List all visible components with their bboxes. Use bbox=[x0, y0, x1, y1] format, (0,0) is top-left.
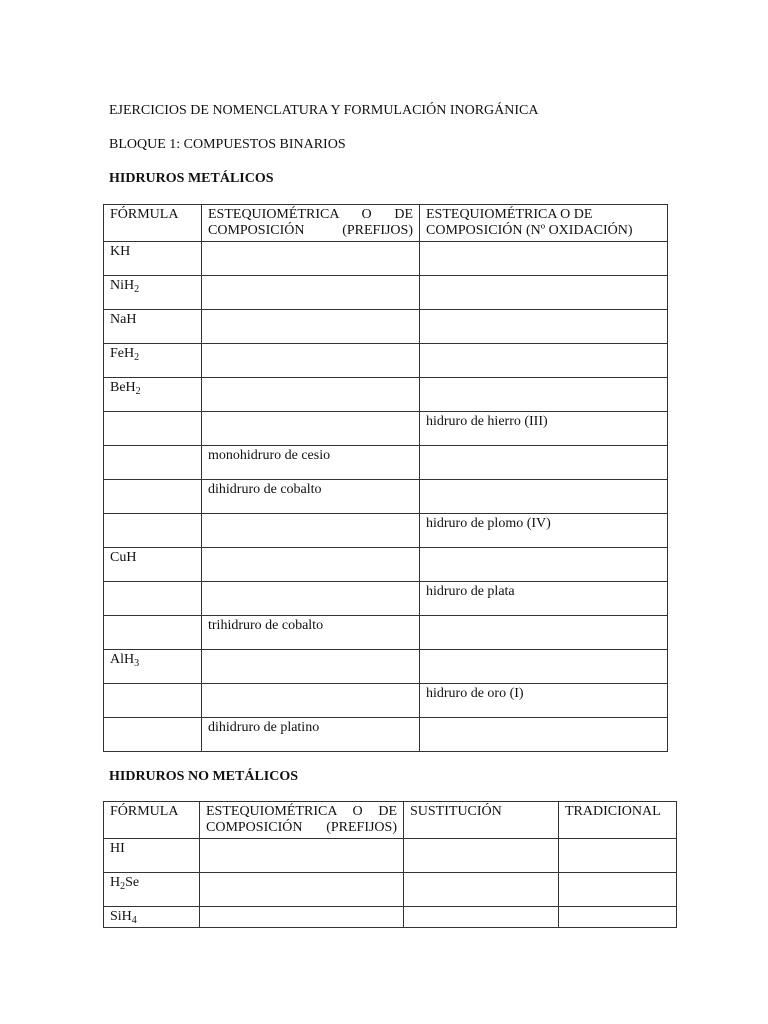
oxidacion-cell bbox=[420, 378, 668, 412]
formula-text: NaH bbox=[110, 312, 137, 327]
table-row bbox=[104, 378, 668, 412]
column-header-tradicional: TRADICIONAL bbox=[559, 802, 677, 839]
oxidacion-cell bbox=[420, 446, 668, 480]
formula-text: KH bbox=[110, 244, 131, 259]
document-title: EJERCICIOS DE NOMENCLATURA Y FORMULACIÓN INORGÁNICA bbox=[109, 103, 539, 118]
table-row bbox=[104, 480, 668, 514]
table-row bbox=[104, 310, 668, 344]
formula-cell bbox=[104, 310, 202, 344]
formula-text: FeH bbox=[110, 346, 135, 361]
prefijos-cell bbox=[202, 276, 420, 310]
block-subtitle: BLOQUE 1: COMPUESTOS BINARIOS bbox=[109, 137, 346, 152]
sustitucion-cell bbox=[404, 873, 559, 907]
formula-cell bbox=[104, 548, 202, 582]
prefijos-cell bbox=[202, 310, 420, 344]
formula-cell bbox=[104, 378, 202, 412]
formula-cell bbox=[104, 718, 202, 752]
formula-cell bbox=[104, 480, 202, 514]
formula-subscript: 2 bbox=[134, 284, 140, 295]
table-header-row bbox=[104, 205, 668, 242]
formula-cell bbox=[104, 873, 200, 907]
formula-cell bbox=[104, 907, 200, 928]
prefijos-cell bbox=[202, 582, 420, 616]
formula-text: NiH bbox=[110, 278, 135, 293]
column-header-prefijos: ESTEQUIOMÉTRICA O DE COMPOSICIÓN (PREFIJOS) bbox=[200, 802, 404, 839]
oxidacion-cell bbox=[420, 344, 668, 378]
oxidacion-cell: hidruro de oro (I) bbox=[420, 684, 668, 718]
column-header-sustitucion: SUSTITUCIÓN bbox=[404, 802, 559, 839]
tradicional-cell bbox=[559, 907, 677, 928]
oxidacion-cell bbox=[420, 548, 668, 582]
table-row bbox=[104, 582, 668, 616]
formula-cell bbox=[104, 446, 202, 480]
section-heading-hidruros-metalicos: HIDRUROS METÁLICOS bbox=[109, 171, 274, 186]
tradicional-cell bbox=[559, 873, 677, 907]
table-row bbox=[104, 873, 677, 907]
formula-cell bbox=[104, 650, 202, 684]
table-row bbox=[104, 514, 668, 548]
oxidacion-cell bbox=[420, 480, 668, 514]
formula-text: BeH bbox=[110, 380, 136, 395]
formula-cell bbox=[104, 616, 202, 650]
formula-cell bbox=[104, 344, 202, 378]
column-header-formula: FÓRMULA bbox=[104, 205, 202, 242]
formula-cell bbox=[104, 412, 202, 446]
tradicional-cell bbox=[559, 839, 677, 873]
table-row bbox=[104, 684, 668, 718]
table-row bbox=[104, 616, 668, 650]
section-heading-hidruros-no-metalicos: HIDRUROS NO METÁLICOS bbox=[109, 769, 299, 784]
formula-subscript: 3 bbox=[134, 658, 140, 669]
prefijos-cell bbox=[202, 242, 420, 276]
table-row bbox=[104, 242, 668, 276]
prefijos-cell: dihidruro de cobalto bbox=[202, 480, 420, 514]
prefijos-cell bbox=[200, 907, 404, 928]
table-row bbox=[104, 446, 668, 480]
formula-text: AlH bbox=[110, 652, 135, 667]
formula-cell bbox=[104, 242, 202, 276]
prefijos-cell bbox=[202, 412, 420, 446]
table-row bbox=[104, 907, 677, 928]
hidruros-metalicos-table bbox=[103, 204, 668, 752]
prefijos-cell bbox=[200, 873, 404, 907]
formula-text: H bbox=[110, 875, 121, 890]
prefijos-cell: dihidruro de platino bbox=[202, 718, 420, 752]
formula-cell bbox=[104, 582, 202, 616]
table-row bbox=[104, 650, 668, 684]
oxidacion-cell bbox=[420, 616, 668, 650]
table-row bbox=[104, 412, 668, 446]
oxidacion-cell bbox=[420, 718, 668, 752]
formula-text: SiH bbox=[110, 909, 132, 924]
prefijos-cell bbox=[202, 548, 420, 582]
oxidacion-cell bbox=[420, 310, 668, 344]
formula-cell bbox=[104, 684, 202, 718]
oxidacion-cell bbox=[420, 650, 668, 684]
column-header-prefijos: ESTEQUIOMÉTRICA O DE COMPOSICIÓN (PREFIJOS) bbox=[202, 205, 420, 242]
formula-subscript: 2 bbox=[134, 352, 140, 363]
table-row bbox=[104, 344, 668, 378]
table-row bbox=[104, 718, 668, 752]
table-row bbox=[104, 548, 668, 582]
prefijos-cell: trihidruro de cobalto bbox=[202, 616, 420, 650]
prefijos-cell bbox=[200, 839, 404, 873]
formula-subscript: 4 bbox=[131, 915, 137, 926]
formula-cell bbox=[104, 276, 202, 310]
table-header-row bbox=[104, 802, 677, 839]
sustitucion-cell bbox=[404, 839, 559, 873]
prefijos-cell bbox=[202, 378, 420, 412]
formula-text: HI bbox=[110, 841, 125, 856]
prefijos-cell bbox=[202, 344, 420, 378]
table-row bbox=[104, 276, 668, 310]
formula-subscript: 2 bbox=[120, 881, 126, 892]
hidruros-no-metalicos-table bbox=[103, 801, 677, 928]
formula-cell bbox=[104, 514, 202, 548]
oxidacion-cell bbox=[420, 242, 668, 276]
prefijos-cell bbox=[202, 650, 420, 684]
oxidacion-cell: hidruro de hierro (III) bbox=[420, 412, 668, 446]
sustitucion-cell bbox=[404, 907, 559, 928]
table-row bbox=[104, 839, 677, 873]
oxidacion-cell bbox=[420, 276, 668, 310]
prefijos-cell: monohidruro de cesio bbox=[202, 446, 420, 480]
oxidacion-cell: hidruro de plata bbox=[420, 582, 668, 616]
oxidacion-cell: hidruro de plomo (IV) bbox=[420, 514, 668, 548]
column-header-formula: FÓRMULA bbox=[104, 802, 200, 839]
prefijos-cell bbox=[202, 684, 420, 718]
formula-text: CuH bbox=[110, 550, 137, 565]
column-header-oxidacion: ESTEQUIOMÉTRICA O DE COMPOSICIÓN (Nº OXIDACIÓN) bbox=[420, 205, 668, 242]
formula-subscript: 2 bbox=[135, 386, 141, 397]
formula-text: Se bbox=[125, 875, 140, 890]
prefijos-cell bbox=[202, 514, 420, 548]
formula-cell bbox=[104, 839, 200, 873]
